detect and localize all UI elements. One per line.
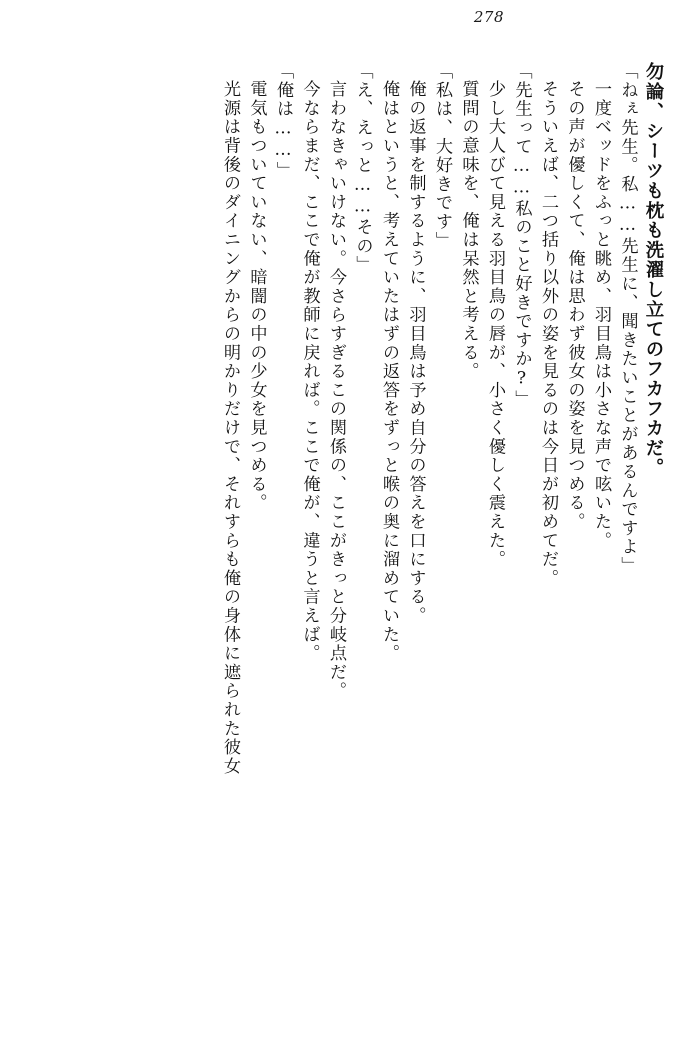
text-column: 「ねぇ先生。私……先生に、聞きたいことがあるんですよ」 xyxy=(617,62,638,576)
text-column: そういえば、二つ括り以外の姿を見るのは今日が初めてだ。 xyxy=(538,80,558,588)
text-column: 一度ベッドをふっと眺め、羽目鳥は小さな声で呟いた。 xyxy=(591,80,611,550)
text-column: 言わなきゃいけない。今さらすぎるこの関係の、ここがきっと分岐点だ。 xyxy=(326,80,346,701)
vertical-text-block xyxy=(30,62,662,1032)
text-column: 俺の返事を制するように、羽目鳥は予め自分の答えを口にする。 xyxy=(405,80,426,626)
text-column: 「先生って……私のこと好きですか?」 xyxy=(511,62,532,409)
text-column: 今ならまだ、ここで俺が教師に戻れば。ここで俺が、違うと言えば。 xyxy=(299,80,320,663)
text-column: 質問の意味を、俺は呆然と考える。 xyxy=(458,80,479,381)
text-column: 少し大人びて見える羽目鳥の唇が、小さく優しく震えた。 xyxy=(485,80,505,569)
text-column: 「私は、大好きです」 xyxy=(432,62,452,250)
text-column: 俺はというと、考えていたはずの返答をずっと喉の奥に溜めていた。 xyxy=(379,80,399,663)
text-column: 光源は背後のダイニングからの明かりだけで、それすらも俺の身体に遮られた彼女 xyxy=(220,80,240,776)
text-column: 電気もついていない、暗闇の中の少女を見つめる。 xyxy=(246,80,267,513)
text-column: その声が優しくて、俺は思わず彼女の姿を見つめる。 xyxy=(564,80,585,532)
page-number: 278 xyxy=(473,8,504,26)
text-column: 勿論、シーツも枕も洗濯し立てのフカフカだ。 xyxy=(643,62,664,478)
text-column: 「俺は……」 xyxy=(273,62,293,181)
text-column: 「え、えっと……その」 xyxy=(352,62,373,275)
